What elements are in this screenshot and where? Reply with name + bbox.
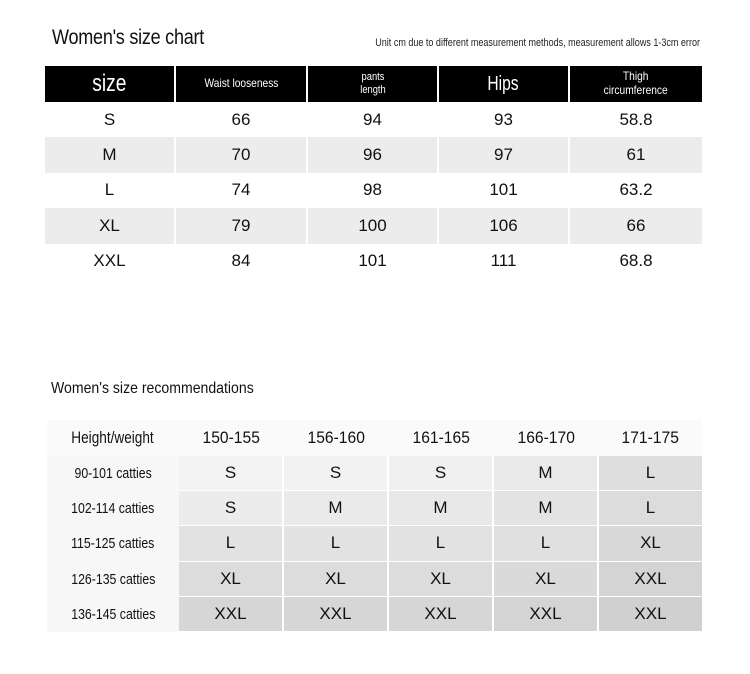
recommended-size-cell: XL — [494, 562, 599, 597]
header-pants-length: pants length — [308, 66, 439, 102]
weight-label: 102-114 catties — [47, 491, 179, 526]
weight-label: 90-101 catties — [47, 456, 179, 491]
recommended-size-cell: L — [494, 526, 599, 561]
recommended-size-cell: XXL — [179, 597, 284, 632]
header-waist: Waist looseness — [176, 66, 308, 102]
table-row — [45, 173, 702, 208]
recommendations-table — [47, 420, 702, 632]
recommended-size-cell: M — [284, 491, 389, 526]
size-cell: S — [45, 102, 176, 137]
measurement-cell: 101 — [308, 244, 439, 279]
recommended-size-cell: S — [179, 491, 284, 526]
measurement-cell: 70 — [176, 137, 308, 172]
measurement-cell: 58.8 — [619, 109, 653, 129]
weight-label: 136-145 catties — [47, 597, 179, 632]
recommended-size-cell: L — [599, 491, 702, 526]
table-row — [45, 244, 702, 279]
measurement-cell: 79 — [176, 208, 308, 243]
measurement-cell: 101 — [439, 173, 570, 208]
header-hips: Hips — [439, 66, 570, 102]
recommended-size-cell: XXL — [389, 597, 494, 632]
recommended-size-cell: XL — [284, 562, 389, 597]
measurement-cell: 66 — [176, 102, 308, 137]
measurement-cell: 100 — [308, 208, 439, 243]
recommended-size-cell: M — [494, 491, 599, 526]
recommended-size-cell: XL — [599, 526, 702, 561]
size-cell: M — [45, 137, 176, 172]
measurement-cell: 96 — [308, 137, 439, 172]
measurement-cell: 84 — [176, 244, 308, 279]
table-row — [45, 208, 702, 243]
size-cell: XXL — [45, 244, 176, 279]
measurement-cell: 106 — [439, 208, 570, 243]
measurement-cell: 97 — [439, 137, 570, 172]
table-row — [47, 491, 702, 526]
measurement-cell: 93 — [439, 102, 570, 137]
measurement-cell: 66 — [570, 208, 702, 243]
recommended-size-cell: XL — [179, 562, 284, 597]
recommended-size-cell: L — [389, 526, 494, 561]
recommended-size-cell: S — [284, 456, 389, 491]
recommended-size-cell: L — [179, 526, 284, 561]
recommended-size-cell: S — [179, 456, 284, 491]
recommended-size-cell: XL — [389, 562, 494, 597]
recommended-size-cell: M — [494, 456, 599, 491]
recommended-size-cell: M — [389, 491, 494, 526]
recommendations-title: Women's size recommendations — [51, 380, 254, 397]
table-row — [47, 526, 702, 561]
table-row — [45, 137, 702, 172]
weight-label: 115-125 catties — [47, 526, 179, 561]
size-chart-table — [45, 66, 702, 279]
height-header: 150-155 — [179, 420, 284, 456]
unit-note: Unit cm due to different measurement methods, measurement allows 1-3cm error — [375, 37, 700, 49]
table-row — [45, 102, 702, 137]
measurement-cell: 68.8 — [619, 251, 653, 271]
table-row — [47, 597, 702, 632]
size-cell: XL — [45, 208, 176, 243]
measurement-cell: 74 — [176, 173, 308, 208]
recommended-size-cell: XXL — [494, 597, 599, 632]
measurement-cell: 98 — [308, 173, 439, 208]
measurement-cell: 111 — [439, 244, 570, 279]
recommended-size-cell: XXL — [599, 597, 702, 632]
height-header: 156-160 — [284, 420, 389, 456]
size-cell: L — [45, 173, 176, 208]
size-chart-header — [45, 66, 702, 102]
recommended-size-cell: L — [599, 456, 702, 491]
corner-label: Height/weight — [47, 420, 179, 456]
height-header: 171-175 — [599, 420, 702, 456]
height-header: 161-165 — [389, 420, 494, 456]
height-header: 166-170 — [494, 420, 599, 456]
header-thigh: Thigh circumference — [570, 66, 702, 102]
recommendations-header — [47, 420, 702, 456]
table-row — [47, 562, 702, 597]
table-row — [47, 456, 702, 491]
header-size: size — [45, 66, 176, 102]
weight-label: 126-135 catties — [47, 562, 179, 597]
recommended-size-cell: L — [284, 526, 389, 561]
recommended-size-cell: XXL — [284, 597, 389, 632]
measurement-cell: 94 — [308, 102, 439, 137]
measurement-cell: 61 — [570, 137, 702, 172]
measurement-cell: 63.2 — [619, 180, 653, 200]
recommended-size-cell: S — [389, 456, 494, 491]
recommended-size-cell: XXL — [599, 562, 702, 597]
page-title: Women's size chart — [52, 26, 205, 49]
